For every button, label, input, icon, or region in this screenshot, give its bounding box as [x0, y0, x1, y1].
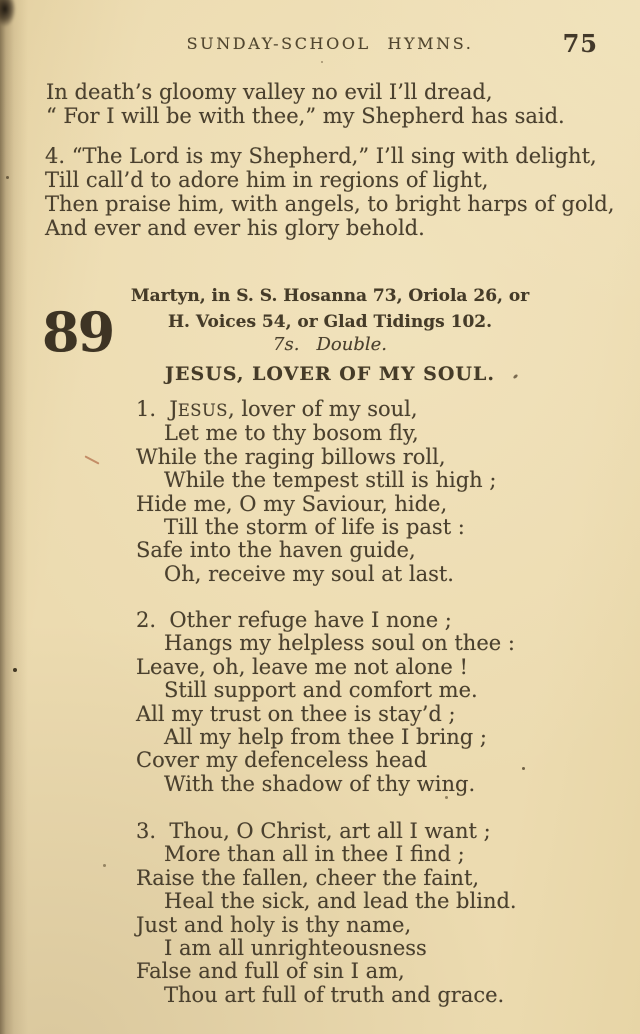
verse-line: I am all unrighteousness: [164, 936, 427, 961]
verse-line: Till the storm of life is past :: [164, 515, 465, 540]
stain-speck: [445, 796, 448, 799]
stain-speck: [103, 864, 106, 867]
paper-fiber: [84, 455, 99, 464]
tune-reference: [45, 283, 615, 335]
meter-value: 7s.: [273, 334, 300, 355]
verse-3: [136, 820, 517, 1007]
verse-line: And ever and ever his glory behold.: [45, 216, 425, 240]
meter-line: [45, 334, 615, 355]
verse-line: Just and holy is thy name,: [136, 912, 412, 937]
hymn-title: JESUS, LOVER OF MY SOUL.: [165, 363, 495, 385]
verse-2: [136, 609, 515, 796]
verse-line: False and full of sin I am,: [136, 959, 405, 984]
verse-line: More than all in thee I find ;: [164, 842, 465, 867]
verse-line: 1. JESUS, lover of my soul,: [136, 397, 418, 421]
verse-line: All my trust on thee is stay’d ;: [136, 701, 456, 726]
tune-line: Martyn, in S. S. Hosanna 73, Oriola 26, or: [130, 286, 530, 306]
hymn-number: 89: [42, 300, 114, 364]
verse-line: Then praise him, with angels, to bright harps of gold,: [45, 192, 615, 216]
verse-line: All my help from thee I bring ;: [164, 725, 487, 750]
verse-line: Still support and comfort me.: [164, 678, 478, 703]
verse-line: Let me to thy bosom fly,: [164, 421, 419, 446]
stain-speck: [522, 767, 525, 770]
previous-hymn-fragment: [46, 80, 565, 128]
verse-line: Heal the sick, and lead the blind.: [164, 889, 517, 914]
corner-smudge: [0, 0, 16, 27]
verse-line: In death’s gloomy valley no evil I’ll dread,: [46, 80, 493, 104]
verse-line: Oh, receive my soul at last.: [164, 561, 454, 586]
verse-line: While the raging billows roll,: [136, 444, 446, 469]
stain-speck: [321, 61, 323, 63]
verse-line: 2. Other refuge have I none ;: [136, 608, 452, 632]
stain-speck: [6, 176, 9, 179]
verse-line: Raise the fallen, cheer the faint,: [136, 865, 480, 890]
verse-line: With the shadow of thy wing.: [164, 771, 476, 796]
verse-line: Thou art full of truth and grace.: [164, 982, 505, 1007]
verse-line: 3. Thou, O Christ, art all I want ;: [136, 819, 491, 843]
page-edge-shadow: [0, 0, 28, 1034]
verse-line: Hangs my helpless soul on thee :: [164, 631, 515, 656]
page-number: 75: [562, 29, 598, 58]
meter-form: Double.: [316, 334, 387, 355]
stain-speck: [13, 668, 17, 672]
smallcaps-text: ESUS: [177, 401, 228, 420]
verse-line: 4. “The Lord is my Shepherd,” I’ll sing with delight,: [45, 144, 597, 168]
verse-line: Hide me, O my Saviour, hide,: [136, 491, 448, 516]
stain-speck: [584, 203, 586, 205]
running-header-title: SUNDAY-SCHOOL HYMNS.: [186, 34, 474, 53]
previous-hymn-verse-4: [45, 144, 614, 240]
verse-line: Till call’d to adore him in regions of light,: [45, 168, 489, 192]
verse-line: “ For I will be with thee,” my Shepherd has said.: [46, 104, 565, 128]
verse-line: Safe into the haven guide,: [136, 538, 416, 563]
verse-line: Cover my defenceless head: [136, 748, 428, 773]
verse-line: Leave, oh, leave me not alone !: [136, 654, 468, 679]
tune-line: H. Voices 54, or Glad Tidings 102.: [167, 312, 493, 332]
verse-1: [136, 398, 496, 586]
verse-line: While the tempest still is high ;: [164, 468, 497, 493]
